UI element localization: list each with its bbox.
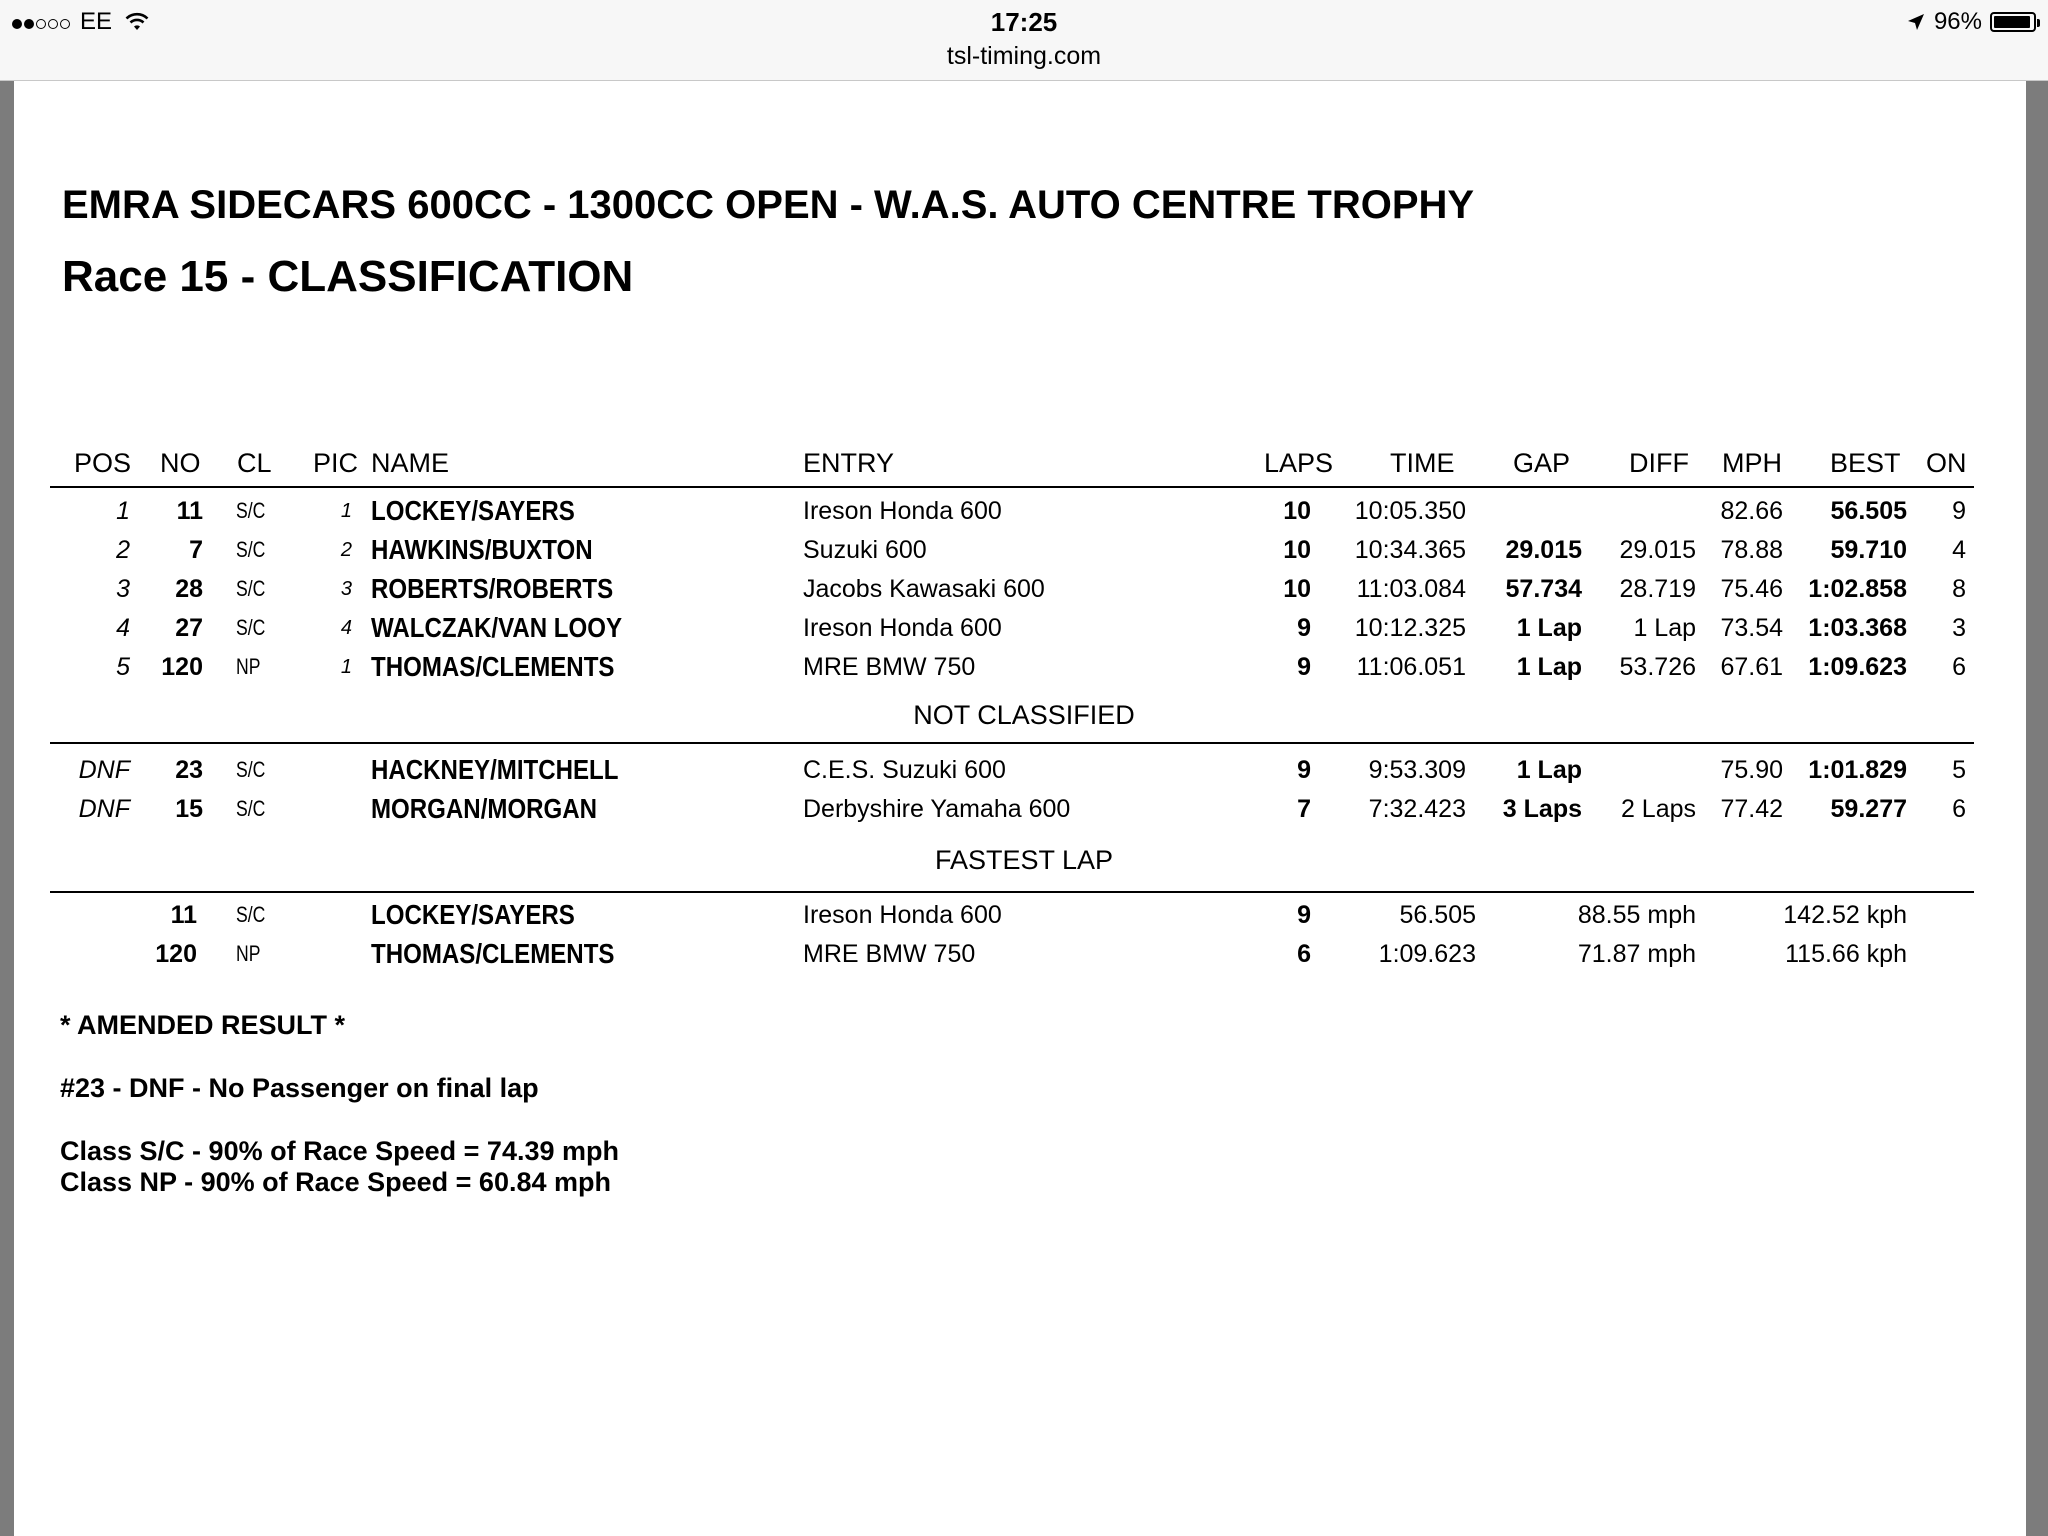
not-classified-title: NOT CLASSIFIED (913, 700, 1135, 730)
name-cell: HAWKINS/BUXTON (371, 534, 593, 565)
pos-cell: DNF (78, 756, 130, 784)
mph-cell: 71.87 mph (1577, 940, 1696, 968)
col-time: TIME (1390, 448, 1455, 478)
time-cell: 10:34.365 (1354, 536, 1466, 564)
entry-cell: Ireson Honda 600 (803, 901, 1002, 929)
no-cell: 120 (161, 653, 203, 681)
diff-cell: 53.726 (1619, 653, 1696, 681)
entry-cell: Jacobs Kawasaki 600 (803, 575, 1045, 603)
col-pos: POS (74, 448, 132, 478)
on-cell: 6 (1952, 795, 1966, 823)
no-cell: 28 (175, 575, 203, 603)
laps-cell: 9 (1297, 653, 1311, 681)
table-row (0, 496, 2048, 534)
col-gap: GAP (1513, 448, 1571, 478)
laps-cell: 10 (1283, 536, 1311, 564)
table-row (0, 939, 2048, 977)
gap-cell: 3 Laps (1502, 795, 1582, 823)
pic-cell: 2 (340, 539, 352, 561)
carrier-name: EE (80, 8, 113, 35)
class-cell: NP (236, 941, 261, 966)
best-cell: 1:02.858 (1808, 575, 1907, 603)
entry-cell: MRE BMW 750 (803, 653, 976, 681)
diff-cell: 29.015 (1619, 536, 1696, 564)
clock: 17:25 (990, 7, 1058, 37)
laps-cell: 10 (1283, 575, 1311, 603)
no-cell: 27 (175, 614, 203, 642)
pos-cell: 4 (116, 614, 130, 642)
name-cell: THOMAS/CLEMENTS (371, 938, 615, 969)
mph-cell: 77.42 (1720, 795, 1783, 823)
entry-cell: Ireson Honda 600 (803, 614, 1002, 642)
gap-cell: 1 Lap (1516, 756, 1582, 784)
best-cell: 1:09.623 (1808, 653, 1907, 681)
on-cell: 8 (1952, 575, 1966, 603)
class-sc-note: Class S/C - 90% of Race Speed = 74.39 mph (60, 1136, 619, 1166)
table-row (0, 755, 2048, 793)
no-cell: 23 (175, 756, 203, 784)
no-cell: 120 (155, 940, 197, 968)
lap-cell: 6 (1297, 940, 1311, 968)
gap-cell: 1 Lap (1516, 614, 1582, 642)
kph-cell: 115.66 kph (1785, 940, 1907, 968)
best-cell: 1:01.829 (1808, 756, 1907, 784)
on-cell: 5 (1952, 756, 1966, 784)
pos-cell: DNF (78, 795, 130, 823)
pos-cell: 2 (116, 536, 130, 564)
pos-cell: 5 (116, 653, 130, 681)
kph-cell: 142.52 kph (1783, 901, 1907, 929)
table-row (0, 794, 2048, 832)
name-cell: MORGAN/MORGAN (371, 793, 598, 824)
best-cell: 59.277 (1830, 795, 1907, 823)
no-cell: 11 (176, 497, 203, 525)
col-name: NAME (371, 448, 450, 478)
battery-percent: 96% (1933, 8, 1982, 35)
fastest-lap-rule (50, 891, 1974, 893)
class-cell: NP (236, 654, 261, 679)
best-cell: 1:03.368 (1808, 614, 1907, 642)
class-cell: S/C (236, 537, 266, 562)
entry-cell: Derbyshire Yamaha 600 (803, 795, 1071, 823)
laps-cell: 9 (1297, 756, 1311, 784)
col-no: NO (160, 448, 201, 478)
best-cell: 56.505 (1830, 497, 1907, 525)
diff-cell: 28.719 (1619, 575, 1696, 603)
on-cell: 9 (1952, 497, 1966, 525)
pic-cell: 4 (340, 617, 352, 639)
col-diff: DIFF (1629, 448, 1689, 478)
laps-cell: 9 (1297, 614, 1311, 642)
on-cell: 6 (1952, 653, 1966, 681)
time-cell: 1:09.623 (1378, 940, 1476, 968)
race-title: Race 15 - CLASSIFICATION (62, 252, 634, 301)
entry-cell: Suzuki 600 (803, 536, 927, 564)
class-cell: S/C (236, 796, 266, 821)
name-cell: THOMAS/CLEMENTS (371, 651, 615, 682)
table-row (0, 535, 2048, 573)
table-header (0, 448, 2048, 486)
time-cell: 9:53.309 (1368, 756, 1466, 784)
col-entry: ENTRY (803, 448, 895, 478)
browser-status-bar (0, 0, 2048, 81)
fastest-lap-title: FASTEST LAP (934, 845, 1114, 875)
not-classified-rule (50, 742, 1974, 744)
class-cell: S/C (236, 498, 266, 523)
laps-cell: 10 (1283, 497, 1311, 525)
no-cell: 7 (189, 536, 203, 564)
table-row (0, 900, 2048, 938)
class-cell: S/C (236, 902, 266, 927)
mph-cell: 88.55 mph (1577, 901, 1696, 929)
name-cell: LOCKEY/SAYERS (371, 899, 575, 930)
mph-cell: 78.88 (1720, 536, 1783, 564)
dnf-note: #23 - DNF - No Passenger on final lap (60, 1073, 539, 1103)
lap-cell: 9 (1297, 901, 1311, 929)
pic-cell: 1 (340, 500, 352, 522)
mph-cell: 73.54 (1720, 614, 1783, 642)
battery-icon (1990, 12, 2036, 32)
col-cl: CL (237, 448, 272, 478)
battery-area (1906, 4, 2036, 40)
class-cell: S/C (236, 757, 266, 782)
name-cell: ROBERTS/ROBERTS (371, 573, 614, 604)
time-cell: 56.505 (1399, 901, 1476, 929)
time-cell: 11:03.084 (1356, 575, 1466, 603)
table-row (0, 613, 2048, 651)
col-mph: MPH (1722, 448, 1782, 478)
laps-cell: 7 (1297, 795, 1311, 823)
header-rule (50, 486, 1974, 488)
no-cell: 11 (170, 901, 197, 929)
table-row (0, 652, 2048, 690)
on-cell: 3 (1952, 614, 1966, 642)
class-cell: S/C (236, 615, 266, 640)
col-laps: LAPS (1264, 448, 1334, 478)
amended-note: * AMENDED RESULT * (60, 1010, 346, 1040)
pic-cell: 3 (340, 578, 352, 600)
entry-cell: C.E.S. Suzuki 600 (803, 756, 1006, 784)
name-cell: LOCKEY/SAYERS (371, 495, 575, 526)
entry-cell: Ireson Honda 600 (803, 497, 1002, 525)
time-cell: 10:05.350 (1354, 497, 1466, 525)
table-row (0, 574, 2048, 612)
mph-cell: 82.66 (1720, 497, 1783, 525)
mph-cell: 75.90 (1720, 756, 1783, 784)
mph-cell: 75.46 (1720, 575, 1783, 603)
diff-cell: 1 Lap (1633, 614, 1696, 642)
pos-cell: 3 (116, 575, 130, 603)
class-np-note: Class NP - 90% of Race Speed = 60.84 mph (60, 1167, 611, 1197)
col-pic: PIC (313, 448, 359, 478)
mph-cell: 67.61 (1720, 653, 1783, 681)
location-arrow-icon (1906, 12, 1926, 32)
url-bar[interactable]: tsl-timing.com (946, 42, 1102, 70)
on-cell: 4 (1952, 536, 1966, 564)
no-cell: 15 (175, 795, 203, 823)
name-cell: HACKNEY/MITCHELL (371, 754, 619, 785)
best-cell: 59.710 (1830, 536, 1907, 564)
diff-cell: 2 Laps (1620, 795, 1696, 823)
entry-cell: MRE BMW 750 (803, 940, 976, 968)
pic-cell: 1 (340, 656, 352, 678)
gap-cell: 29.015 (1505, 536, 1582, 564)
class-cell: S/C (236, 576, 266, 601)
name-cell: WALCZAK/VAN LOOY (371, 612, 623, 643)
time-cell: 7:32.423 (1368, 795, 1466, 823)
col-on: ON (1926, 448, 1967, 478)
col-best: BEST (1830, 448, 1901, 478)
gap-cell: 1 Lap (1516, 653, 1582, 681)
time-cell: 10:12.325 (1354, 614, 1466, 642)
pos-cell: 1 (116, 497, 130, 525)
gap-cell: 57.734 (1505, 575, 1582, 603)
event-title: EMRA SIDECARS 600CC - 1300CC OPEN - W.A.S. AUTO CENTRE TROPHY (62, 183, 1475, 227)
time-cell: 11:06.051 (1356, 653, 1466, 681)
